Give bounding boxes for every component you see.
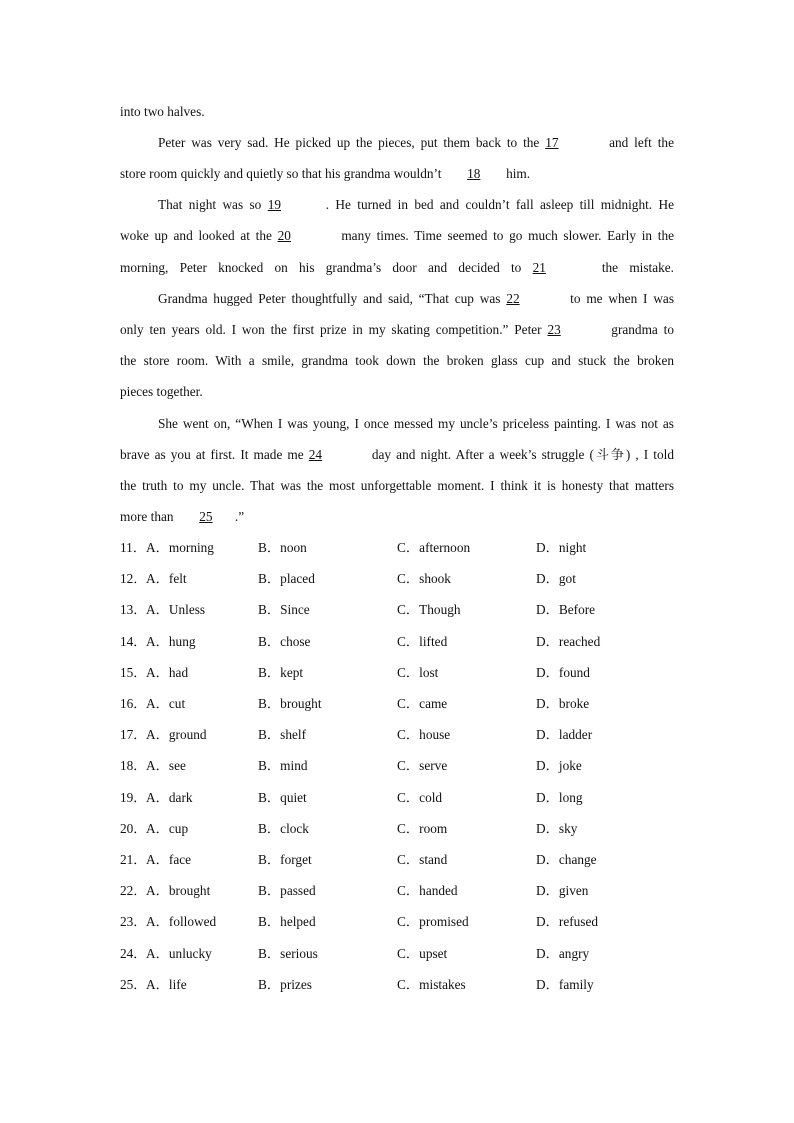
option-d: D．family	[536, 977, 594, 992]
option-b: B．helped	[258, 914, 316, 929]
option-a: A．life	[146, 977, 187, 992]
question-number: 25．	[120, 977, 147, 992]
option-b: B．clock	[258, 821, 309, 836]
option-a: A．Unless	[146, 602, 206, 617]
passage-line	[120, 103, 205, 121]
passage-line: She went on, “When I was young, I once messed my uncle’s priceless painting. I was not as	[158, 416, 674, 431]
option-c: C．shook	[397, 571, 451, 586]
question-row	[0, 757, 794, 775]
option-a: A．cup	[146, 821, 189, 836]
option-c: C．mistakes	[397, 977, 466, 992]
question-row	[0, 882, 794, 900]
option-a: A．followed	[146, 914, 217, 929]
option-c: C．stand	[397, 852, 448, 867]
option-d: D．Before	[536, 602, 596, 617]
option-d: D．joke	[536, 758, 582, 773]
option-b: B．brought	[258, 696, 322, 711]
passage-line: the truth to my uncle. That was the most unforgettable moment. I think it is honesty that matters	[120, 478, 674, 493]
option-d: D．refused	[536, 914, 599, 929]
option-b: B．shelf	[258, 727, 307, 742]
passage-line: more than 25 .”	[120, 509, 245, 524]
option-c: C．room	[397, 821, 448, 836]
question-row	[0, 664, 794, 682]
blank-23: 23	[547, 322, 561, 337]
option-c: C．lost	[397, 665, 439, 680]
passage-text: into two halves.	[120, 104, 205, 119]
question-row	[0, 945, 794, 963]
passage-line: That night was so 19 . He turned in bed and couldn’t fall asleep till midnight. He	[158, 197, 674, 212]
question-number: 19．	[120, 790, 147, 805]
option-d: D．night	[536, 540, 587, 555]
option-a: A．hung	[146, 634, 196, 649]
option-d: D．ladder	[536, 727, 593, 742]
option-c: C．handed	[397, 883, 458, 898]
question-number: 16．	[120, 696, 147, 711]
option-c: C．upset	[397, 946, 448, 961]
question-row	[0, 695, 794, 713]
question-row	[0, 726, 794, 744]
option-c: C．cold	[397, 790, 443, 805]
question-row	[0, 633, 794, 651]
question-number: 12．	[120, 571, 147, 586]
option-a: A．see	[146, 758, 186, 773]
option-b: B．forget	[258, 852, 312, 867]
option-d: D．got	[536, 571, 576, 586]
question-row	[0, 851, 794, 869]
passage-line: store room quickly and quietly so that his grandma wouldn’t 18 him.	[120, 166, 531, 181]
blank-19: 19	[267, 197, 281, 212]
option-c: C．came	[397, 696, 448, 711]
option-d: D．angry	[536, 946, 590, 961]
blank-17: 17	[545, 135, 559, 150]
passage-line: Grandma hugged Peter thoughtfully and said, “That cup was 22 to me when I was	[158, 291, 674, 306]
option-a: A．felt	[146, 571, 187, 586]
option-a: A．ground	[146, 727, 207, 742]
blank-25: 25	[199, 509, 213, 524]
passage-line: morning, Peter knocked on his grandma’s door and decided to 21 the mistake.	[120, 260, 675, 275]
option-c: C．house	[397, 727, 451, 742]
question-number: 23．	[120, 914, 147, 929]
option-b: B．chose	[258, 634, 311, 649]
passage-line: brave as you at first. It made me 24 day and night. After a week’s struggle (斗争) , I told	[120, 447, 674, 462]
question-number: 11．	[120, 540, 147, 555]
option-b: B．mind	[258, 758, 308, 773]
option-d: D．reached	[536, 634, 601, 649]
option-a: A．cut	[146, 696, 186, 711]
question-row	[0, 601, 794, 619]
option-b: B．serious	[258, 946, 318, 961]
option-a: A．had	[146, 665, 189, 680]
blank-24: 24	[308, 447, 323, 462]
blank-20: 20	[277, 228, 291, 243]
option-c: C．Though	[397, 602, 461, 617]
passage-line: pieces together.	[120, 384, 203, 399]
option-b: B．quiet	[258, 790, 307, 805]
question-number: 24．	[120, 946, 147, 961]
option-b: B．noon	[258, 540, 307, 555]
option-d: D．given	[536, 883, 589, 898]
option-a: A．face	[146, 852, 192, 867]
question-row	[0, 820, 794, 838]
option-d: D．sky	[536, 821, 578, 836]
option-b: B．placed	[258, 571, 315, 586]
option-b: B．kept	[258, 665, 304, 680]
question-row	[0, 570, 794, 588]
blank-21: 21	[532, 260, 546, 275]
option-d: D．long	[536, 790, 583, 805]
passage-line: the store room. With a smile, grandma took down the broken glass cup and stuck the broken	[120, 353, 674, 368]
question-number: 14．	[120, 634, 147, 649]
option-d: D．found	[536, 665, 590, 680]
option-d: D．broke	[536, 696, 590, 711]
question-number: 18．	[120, 758, 147, 773]
question-number: 15．	[120, 665, 147, 680]
question-number: 13．	[120, 602, 147, 617]
option-a: A．morning	[146, 540, 214, 555]
option-c: C．afternoon	[397, 540, 471, 555]
question-number: 21．	[120, 852, 147, 867]
option-c: C．serve	[397, 758, 448, 773]
option-a: A．brought	[146, 883, 211, 898]
option-b: B．passed	[258, 883, 316, 898]
option-b: B．Since	[258, 602, 310, 617]
question-row	[0, 789, 794, 807]
question-row	[0, 976, 794, 994]
option-c: C．promised	[397, 914, 469, 929]
question-row	[0, 913, 794, 931]
option-a: A．dark	[146, 790, 193, 805]
question-number: 20．	[120, 821, 147, 836]
passage-line: Peter was very sad. He picked up the pieces, put them back to the 17 and left the	[158, 135, 674, 150]
question-number: 17．	[120, 727, 147, 742]
blank-18: 18	[467, 166, 481, 181]
option-d: D．change	[536, 852, 597, 867]
passage-line: woke up and looked at the 20 many times. Time seemed to go much slower. Early in the	[120, 228, 674, 243]
question-row	[0, 539, 794, 557]
passage-line: only ten years old. I won the first prize in my skating competition.” Peter 23 grandma to	[120, 322, 675, 337]
question-number: 22．	[120, 883, 147, 898]
option-b: B．prizes	[258, 977, 312, 992]
blank-22: 22	[506, 291, 520, 306]
option-c: C．lifted	[397, 634, 448, 649]
option-a: A．unlucky	[146, 946, 212, 961]
